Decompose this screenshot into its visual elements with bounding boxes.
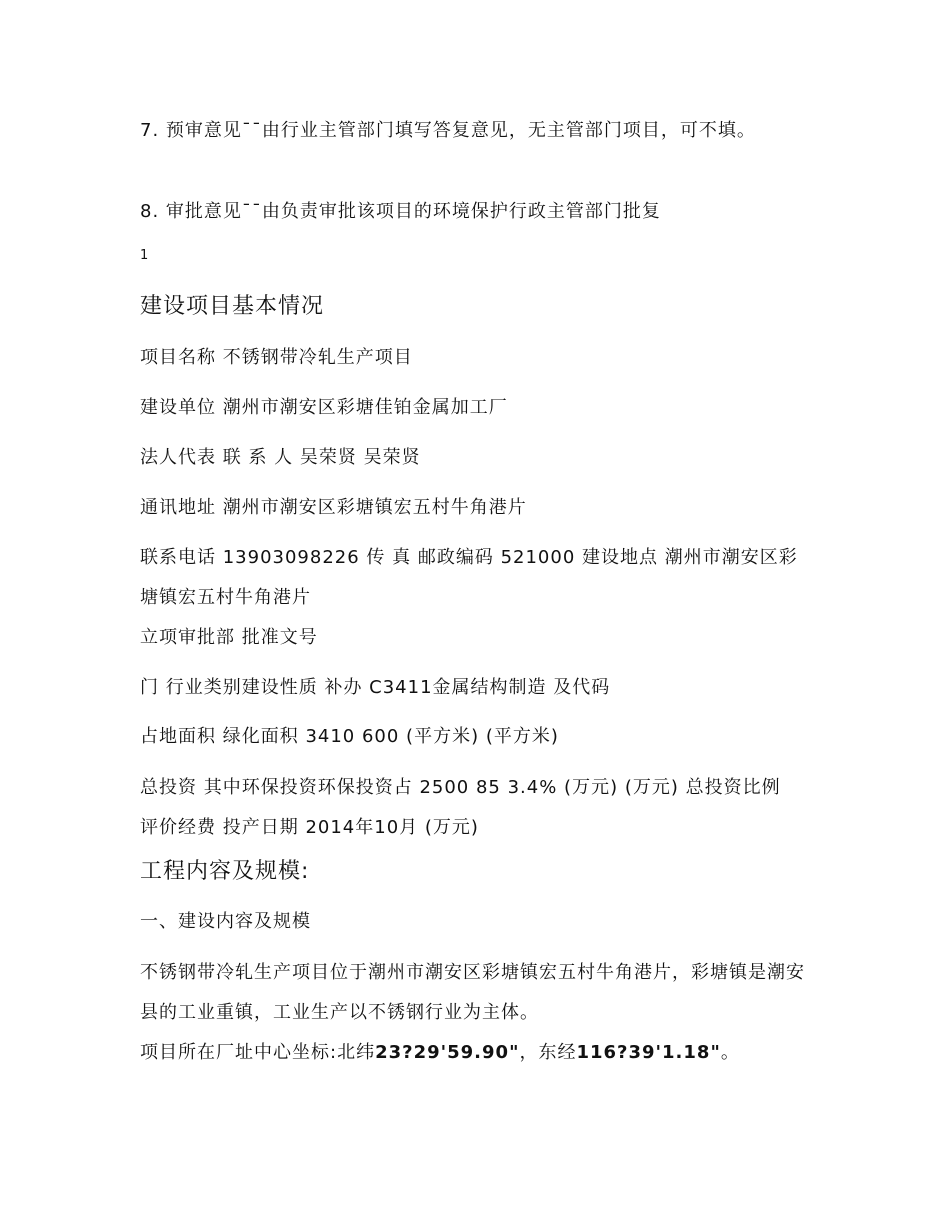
approval-dept-line: 立项审批部 批准文号 <box>140 627 318 648</box>
coordinates-separator: ，东经 <box>519 1042 577 1063</box>
section1-body: 不锈钢带冷轧生产项目位于潮州市潮安区彩塘镇宏五村牛角港片，彩塘镇是潮安县的工业重镇，工业生产以不锈钢行业为主体。 <box>140 962 805 1023</box>
page-number: 1 <box>140 248 150 263</box>
coordinates-prefix: 项目所在厂址中心坐标:北纬 <box>140 1042 376 1063</box>
builder-unit-line: 建设单位 潮州市潮安区彩塘佳铂金属加工厂 <box>140 397 508 418</box>
section1-title: 一、建设内容及规模 <box>140 911 311 932</box>
coordinates-latitude: 23?29'59.90" <box>375 1042 520 1063</box>
legal-rep-line: 法人代表 联 系 人 吴荣贤 吴荣贤 <box>140 447 421 468</box>
industry-line: 门 行业类别建设性质 补办 C3411金属结构制造 及代码 <box>140 677 611 698</box>
coordinates-line <box>140 1041 820 1065</box>
area-line: 占地面积 绿化面积 3410 600 (平方米) (平方米) <box>140 726 559 747</box>
note-item-8: 8. 审批意见¯¯由负责审批该项目的环境保护行政主管部门批复 <box>140 201 661 222</box>
coordinates-longitude: 116?39'1.18" <box>576 1042 721 1063</box>
coordinates-suffix: 。 <box>720 1042 740 1063</box>
project-name-line: 项目名称 不锈钢带冷轧生产项目 <box>140 347 413 368</box>
address-line: 通讯地址 潮州市潮安区彩塘镇宏五村牛角港片 <box>140 497 527 518</box>
note-item-7: 7. 预审意见¯¯由行业主管部门填写答复意见，无主管部门项目，可不填。 <box>140 120 756 141</box>
contact-line: 联系电话 13903098226 传 真 邮政编码 521000 建设地点 潮州市潮安区彩塘镇宏五村牛角港片 <box>140 547 798 608</box>
investment-line: 总投资 其中环保投资环保投资占 2500 85 3.4% (万元) (万元) 总投资比例 评价经费 投产日期 2014年10月 (万元) <box>140 777 781 838</box>
basic-info-heading: 建设项目基本情况 <box>140 294 325 319</box>
engineering-heading: 工程内容及规模: <box>140 859 310 884</box>
